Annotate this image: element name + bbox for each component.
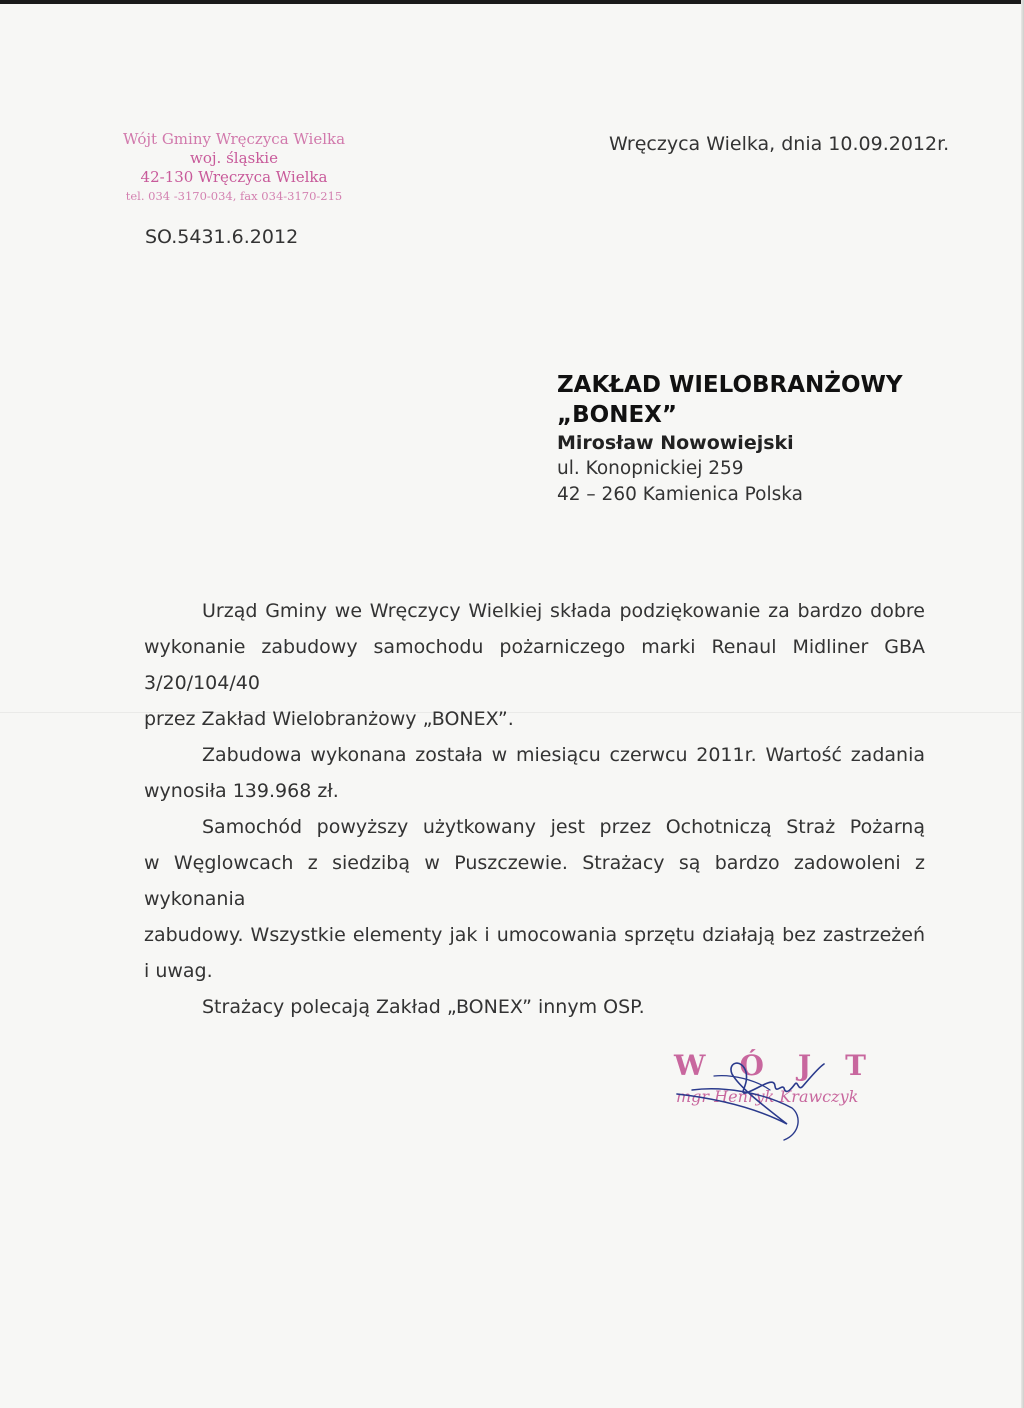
signature-block bbox=[672, 1036, 900, 1156]
body-line: Strażacy polecają Zakład „BONEX” innym OSP. bbox=[202, 996, 645, 1018]
stamp-title-wojt: WÓJT bbox=[674, 1049, 900, 1082]
scan-top-edge bbox=[0, 0, 1024, 4]
handwritten-signature bbox=[672, 1036, 900, 1156]
place-and-date: Wręczyca Wielka, dnia 10.09.2012r. bbox=[609, 133, 950, 155]
addressee-company-name: „BONEX” bbox=[557, 402, 678, 428]
body-line: Urząd Gminy we Wręczycy Wielkiej składa podziękowanie za bardzo dobre bbox=[202, 600, 925, 622]
body-line: Zabudowa wykonana została w miesiącu czerwcu 2011r. Wartość zadania bbox=[202, 744, 925, 766]
office-header-stamp bbox=[118, 130, 350, 206]
addressee-block bbox=[557, 370, 903, 508]
stamp-line-phone: tel. 034 -3170-034, fax 034-3170-215 bbox=[125, 189, 343, 203]
reference-number: SO.5431.6.2012 bbox=[145, 226, 299, 248]
stamp-line-voivodeship: woj. śląskie bbox=[190, 149, 278, 167]
body-line: w Węglowcach z siedzibą w Puszczewie. Strażacy są bardzo zadowoleni z wykonania bbox=[144, 852, 925, 910]
body-line: przez Zakład Wielobranżowy „BONEX”. bbox=[144, 708, 514, 730]
body-line: i uwag. bbox=[144, 960, 213, 982]
addressee-person: Mirosław Nowowiejski bbox=[557, 432, 794, 454]
body-line: Samochód powyższy użytkowany jest przez Ochotniczą Straż Pożarną bbox=[202, 816, 925, 838]
body-line: zabudowy. Wszystkie elementy jak i umocowania sprzętu działają bez zastrzeżeń bbox=[144, 924, 925, 946]
addressee-city: 42 – 260 Kamienica Polska bbox=[557, 484, 804, 505]
stamp-line-postal: 42-130 Wręczyca Wielka bbox=[140, 168, 328, 186]
body-line: wykonanie zabudowy samochodu pożarniczego marki Renaul Midliner GBA 3/20/104/40 bbox=[144, 636, 925, 694]
stamp-official-name: mgr Henryk Krawczyk bbox=[676, 1087, 859, 1106]
body-line: wynosiła 139.968 zł. bbox=[144, 780, 339, 802]
stamp-line-office: Wójt Gminy Wręczyca Wielka bbox=[122, 130, 346, 148]
letter-body bbox=[144, 593, 925, 1025]
addressee-street: ul. Konopnickiej 259 bbox=[557, 458, 744, 479]
addressee-company: ZAKŁAD WIELOBRANŻOWY bbox=[557, 372, 903, 398]
